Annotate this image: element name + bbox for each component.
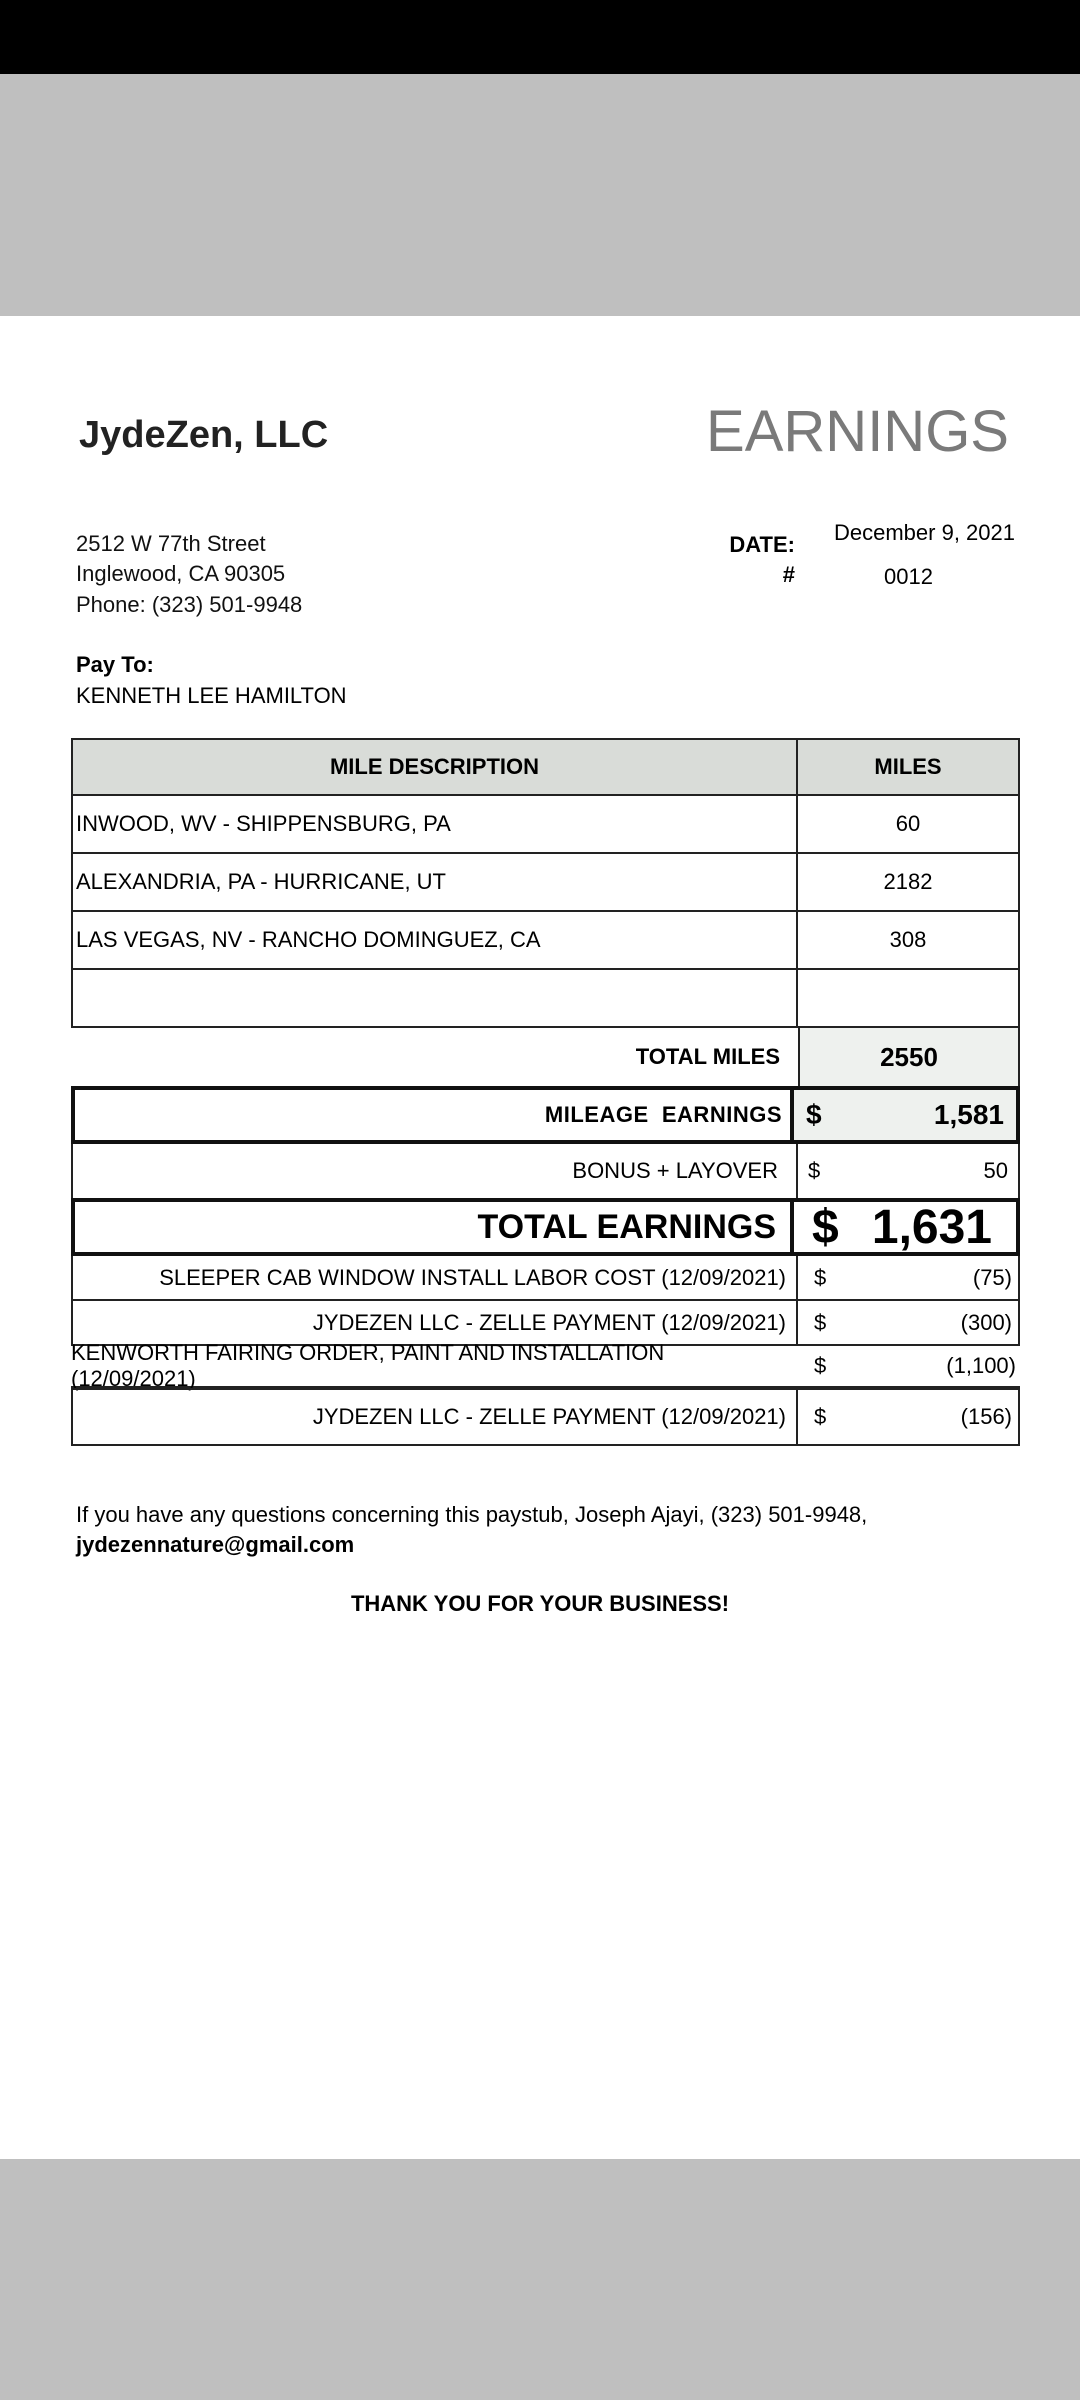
bonus-label: BONUS + LAYOVER (73, 1144, 798, 1198)
footer-email[interactable]: jydezennature@gmail.com (76, 1532, 355, 1557)
total-earnings-label: TOTAL EARNINGS (75, 1202, 794, 1252)
mileage-earnings-value: 1,581 (933, 1099, 1004, 1130)
company-phone: Phone: (323) 501-9948 (76, 592, 303, 617)
deduction-label: JYDEZEN LLC - ZELLE PAYMENT (12/09/2021) (73, 1301, 798, 1344)
row-description (73, 970, 798, 1026)
currency-symbol: $ (814, 1309, 827, 1335)
deduction-label: JYDEZEN LLC - ZELLE PAYMENT (12/09/2021) (73, 1390, 798, 1444)
table-row (71, 796, 1020, 854)
deduction-row (71, 1388, 1020, 1446)
total-miles-value: 2550 (798, 1028, 1020, 1086)
deduction-label: SLEEPER CAB WINDOW INSTALL LABOR COST (12/09/2021) (73, 1256, 798, 1299)
deduction-value: (75) (972, 1264, 1012, 1290)
bonus-row (71, 1144, 1020, 1198)
status-bar (0, 0, 1080, 74)
document-title: EARNINGS (706, 399, 1009, 464)
bottom-margin (0, 2159, 1080, 2400)
table-row (71, 912, 1020, 970)
pay-to-label: Pay To: (76, 652, 154, 677)
currency-symbol: $ (814, 1404, 827, 1429)
currency-symbol: $ (814, 1264, 827, 1290)
header-description: MILE DESCRIPTION (73, 740, 798, 794)
currency-symbol: $ (808, 1158, 821, 1183)
currency-symbol: $ (812, 1200, 839, 1254)
row-miles: 60 (895, 811, 921, 836)
deduction-row (71, 1256, 1020, 1301)
bonus-value: 50 (983, 1158, 1008, 1183)
company-name: JydeZen, LLC (79, 414, 329, 456)
mileage-earnings-label: MILEAGE EARNINGS (75, 1090, 794, 1140)
currency-symbol: $ (806, 1099, 822, 1130)
earnings-document (0, 316, 1080, 2159)
row-description: LAS VEGAS, NV - RANCHO DOMINGUEZ, CA (73, 912, 798, 968)
table-row (71, 970, 1020, 1028)
total-miles-row (71, 1028, 1020, 1086)
currency-symbol: $ (814, 1353, 827, 1378)
header-miles: MILES (874, 754, 942, 779)
row-miles: 2182 (883, 869, 933, 894)
deduction-label: KENWORTH FAIRING ORDER, PAINT AND INSTALLATION (12/09/2021) (71, 1340, 665, 1391)
deduction-value: (1,100) (946, 1353, 1016, 1378)
number-value: 0012 (884, 564, 933, 589)
total-miles-label: TOTAL MILES (635, 1044, 780, 1069)
total-earnings-row (71, 1198, 1020, 1256)
row-description: ALEXANDRIA, PA - HURRICANE, UT (73, 854, 798, 910)
table-header (71, 738, 1020, 796)
total-earnings-value: 1,631 (871, 1200, 992, 1254)
company-address-line1: 2512 W 77th Street (76, 531, 266, 556)
row-miles (798, 970, 1018, 1026)
mileage-earnings-row (71, 1086, 1020, 1144)
date-label: DATE: (729, 532, 795, 557)
thank-you-note: THANK YOU FOR YOUR BUSINESS! (350, 1591, 730, 1616)
pay-to-name: KENNETH LEE HAMILTON (76, 683, 347, 708)
top-margin (0, 74, 1080, 316)
row-description: INWOOD, WV - SHIPPENSBURG, PA (73, 796, 798, 852)
deduction-value: (300) (960, 1309, 1012, 1335)
company-address-line2: Inglewood, CA 90305 (76, 561, 286, 586)
earnings-table (71, 738, 1020, 1446)
footer-questions: If you have any questions concerning this paystub, Joseph Ajayi, (323) 501-9948, (76, 1502, 868, 1527)
table-row (71, 854, 1020, 912)
row-miles: 308 (889, 927, 927, 952)
deduction-value: (156) (960, 1404, 1012, 1429)
deduction-row (71, 1340, 1020, 1391)
date-value: December 9, 2021 (834, 520, 1015, 545)
number-label: # (782, 562, 795, 587)
